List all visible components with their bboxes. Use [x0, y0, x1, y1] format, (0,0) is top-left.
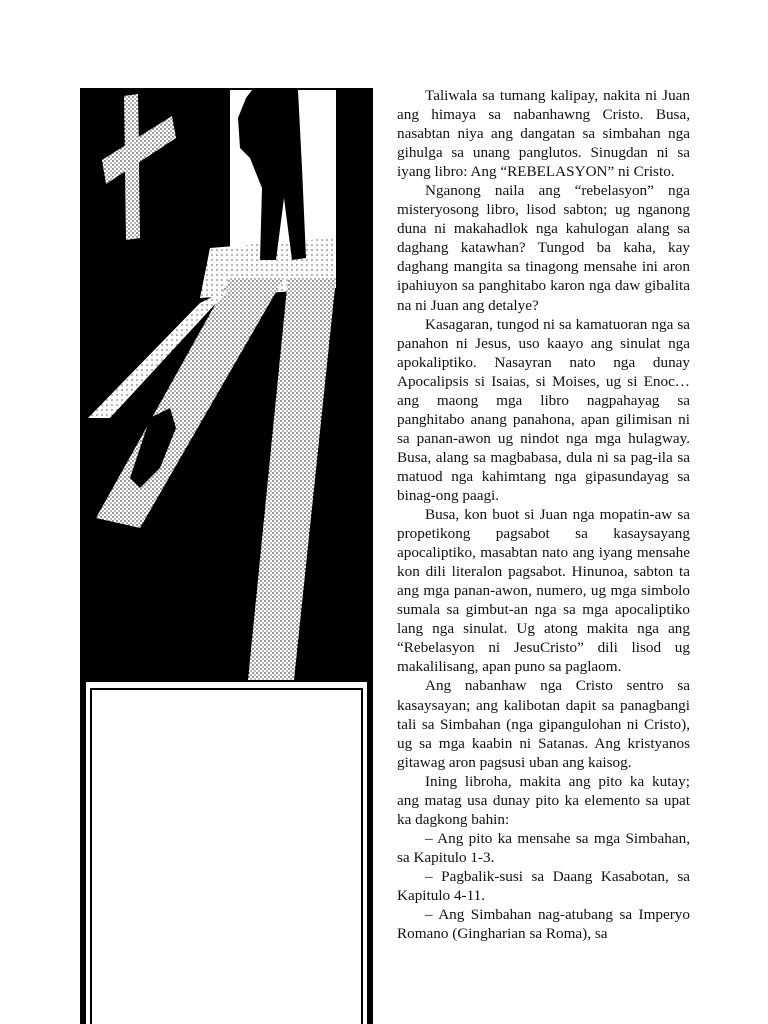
illustration-panel — [80, 88, 373, 1024]
list-item: – Ang pito ka mensahe sa mga Simbahan, sa Kapitulo 1-3. — [397, 829, 690, 866]
paragraph: Kasagaran, tungod ni sa kamatuoran nga sa panahon ni Jesus, uso kaayo ang sinulat nga apokaliptiko. Nasayran nato nga dunay Apocalipsis si Isaias, si Moises, ug si Enoc… ang maong mga libro nagpahayag sa panghitabo anang panahona, apan gilimisan ni sa panan-awon ug nindot nga mga hulagway. Busa, alang sa magbabasa, dula ni sa pag-ila sa matuod nga kahimtang nga gipasundayag sa binag-ong paagi. — [397, 315, 690, 504]
paragraph: Nganong naila ang “rebelasyon” nga misteryosong libro, lisod sabton; ug nganong duna ni makahadlok nga kahulogan alang sa daghang katawhan? Tungod ba kaha, kay daghang mangita sa tinagong mensahe ini aron ipahiuyon sa panghitabo karon nga daw gibalita na ni Juan ang detalye? — [397, 182, 690, 314]
body-text-column — [397, 86, 690, 943]
paragraph: Taliwala sa tumang kalipay, nakita ni Juan ang himaya sa nabanhawng Cristo. Busa, nasabtan niya ang dangatan sa simbahan nga gihulga sa unang panglutos. Sinugdan ni sa iyang libro: Ang “REBELASYON” ni Cristo. — [397, 87, 690, 181]
paragraph: Ang nabanhaw nga Cristo sentro sa kasaysayan; ang kalibotan dapit sa panagbangi tali sa Simbahan (nga gipangulohan ni Cristo), ug sa mga kaabin ni Satanas. Ang kristyanos gitawag aron pagsusi uban ang kaisog. — [397, 677, 690, 771]
list-item: – Pagbalik-susi sa Daang Kasabotan, sa Kapitulo 4-11. — [397, 867, 690, 904]
shadow-of-person-and-cross-illustration — [80, 88, 373, 680]
list-item: – Ang Simbahan nag-atubang sa Imperyo Romano (Gingharian sa Roma), sa — [397, 906, 690, 943]
blank-caption-box — [86, 682, 367, 1024]
caption-box-border — [90, 688, 363, 1024]
paragraph: Busa, kon buot si Juan nga mopatin-aw sa propetikong pagsabot sa kasaysayang apocaliptiko, masabtan nato ang iyang mensahe kon dili literalon pagsabot. Hinunoa, sabton ta ang mga panan-awon, numero, ug mga simbolo sumala sa gimbut-an nga sa mga apocaliptiko lang nga sinulat. Ug atong makita nga ang “Rebelasyon ni JesuCristo” dili lisod ug makalilisang, apan puno sa paglaom. — [397, 506, 690, 676]
paragraph: Ining libroha, makita ang pito ka kutay; ang matag usa dunay pito ka elemento sa upat ka dagkong bahin: — [397, 772, 690, 828]
